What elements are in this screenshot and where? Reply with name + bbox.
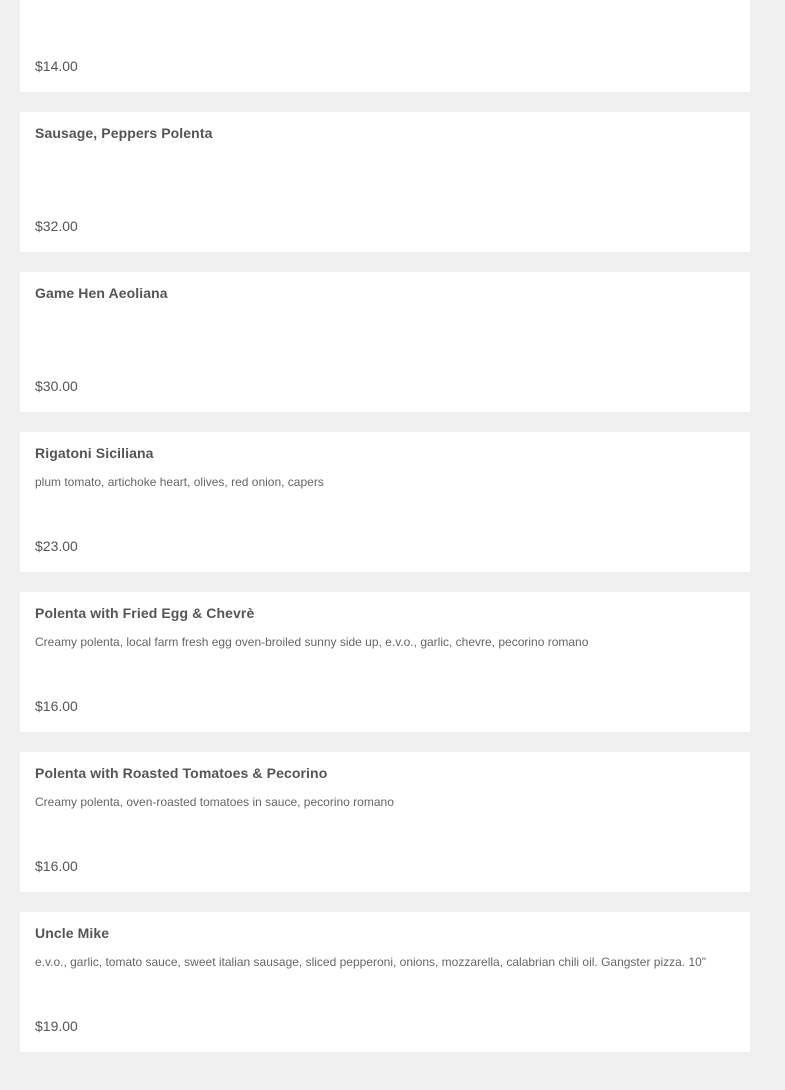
menu-item-name: Uncle Mike <box>35 925 110 941</box>
menu-item-name: Game Hen Aeoliana <box>35 285 168 301</box>
menu-item-description: e.v.o., garlic, tomato sauce, sweet italian sausage, sliced pepperoni, onions, mozzarella, calabrian chili oil. Gangster pizza. 10" <box>35 955 707 969</box>
menu-item-card[interactable] <box>20 432 750 572</box>
menu-item-price: $32.00 <box>35 218 78 234</box>
menu-item-price: $19.00 <box>35 1018 78 1034</box>
menu-item-name: Sausage, Peppers Polenta <box>35 125 213 141</box>
menu-item-description: Creamy polenta, local farm fresh egg oven-broiled sunny side up, e.v.o., garlic, chevre, pecorino romano <box>35 635 589 649</box>
menu-item-card[interactable] <box>20 112 750 252</box>
menu-item-card[interactable] <box>20 592 750 732</box>
menu-item-list <box>20 0 750 1072</box>
menu-item-name: Polenta with Roasted Tomatoes & Pecorino <box>35 765 328 781</box>
menu-item-card[interactable] <box>20 912 750 1052</box>
menu-item-price: $14.00 <box>35 58 78 74</box>
menu-item-card[interactable] <box>20 272 750 412</box>
menu-item-name: Polenta with Fried Egg & Chevrè <box>35 605 255 621</box>
menu-item-price: $16.00 <box>35 698 78 714</box>
menu-item-card[interactable] <box>20 752 750 892</box>
scrollbar-track[interactable] <box>765 0 785 1090</box>
menu-item-name: Rigatoni Siciliana <box>35 445 154 461</box>
menu-item-price: $23.00 <box>35 538 78 554</box>
menu-item-description: Creamy polenta, oven-roasted tomatoes in sauce, pecorino romano <box>35 795 394 809</box>
menu-item-price: $30.00 <box>35 378 78 394</box>
menu-item-card[interactable] <box>20 0 750 92</box>
menu-item-price: $16.00 <box>35 858 78 874</box>
menu-item-description: plum tomato, artichoke heart, olives, red onion, capers <box>35 475 324 489</box>
